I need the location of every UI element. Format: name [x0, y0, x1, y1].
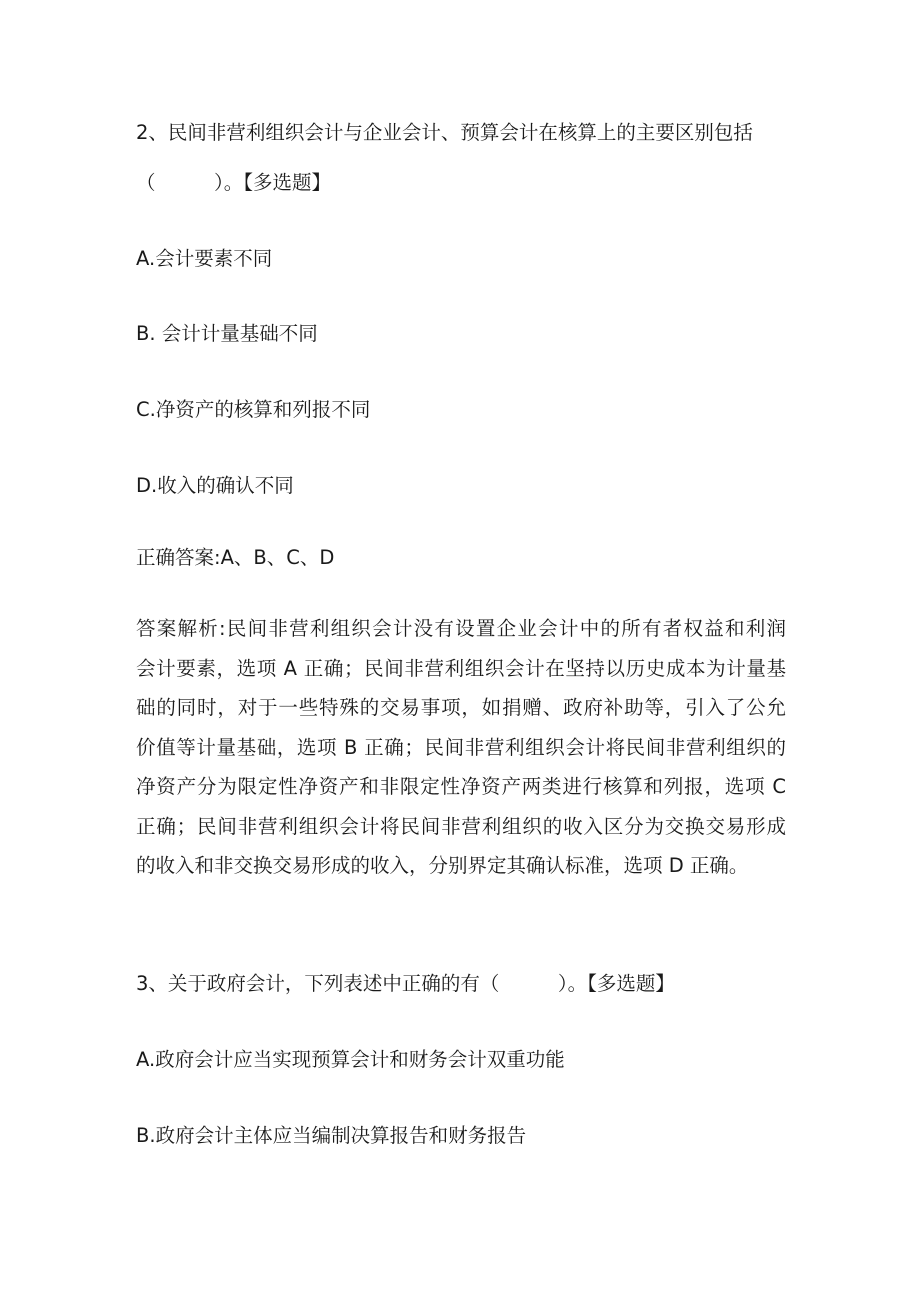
question-3-option-b: B.政府会计主体应当编制决算报告和财务报告 — [136, 1124, 527, 1147]
question-2-text-line-2: （ ）。【多选题】 — [136, 171, 332, 194]
analysis-line: 净资产分为限定性净资产和非限定性净资产两类进行核算和列报，选项 C — [136, 775, 786, 798]
question-3-text-line-1: 3、关于政府会计，下列表述中正确的有（ ）。【多选题】 — [136, 972, 675, 995]
analysis-line: 价值等计量基础，选项 B 正确；民间非营利组织会计将民间非营利组织的 — [136, 735, 786, 759]
analysis-line: 的收入和非交换交易形成的收入，分别界定其确认标准，选项 D 正确。 — [136, 854, 749, 877]
question-2-option-c: C.净资产的核算和列报不同 — [136, 398, 371, 421]
question-2-option-b: B. 会计计量基础不同 — [136, 322, 318, 345]
question-2-correct-answer: 正确答案:A、B、C、D — [136, 546, 335, 569]
analysis-line: 答案解析:民间非营利组织会计没有设置企业会计中的所有者权益和利润 — [136, 617, 786, 640]
question-3-option-a: A.政府会计应当实现预算会计和财务会计双重功能 — [136, 1048, 565, 1071]
analysis-line: 正确；民间非营利组织会计将民间非营利组织的收入区分为交换交易形成 — [136, 814, 786, 838]
question-2-option-a: A.会计要素不同 — [136, 247, 273, 270]
question-2-text-line-1: 2、民间非营利组织会计与企业会计、预算会计在核算上的主要区别包括 — [136, 121, 753, 144]
analysis-line: 础的同时，对于一些特殊的交易事项，如捐赠、政府补助等，引入了公允 — [136, 696, 786, 719]
analysis-line: 会计要素，选项 A 正确；民间非营利组织会计在坚持以历史成本为计量基 — [136, 656, 786, 680]
question-2-option-d: D.收入的确认不同 — [136, 474, 294, 497]
question-2-analysis — [136, 609, 786, 886]
